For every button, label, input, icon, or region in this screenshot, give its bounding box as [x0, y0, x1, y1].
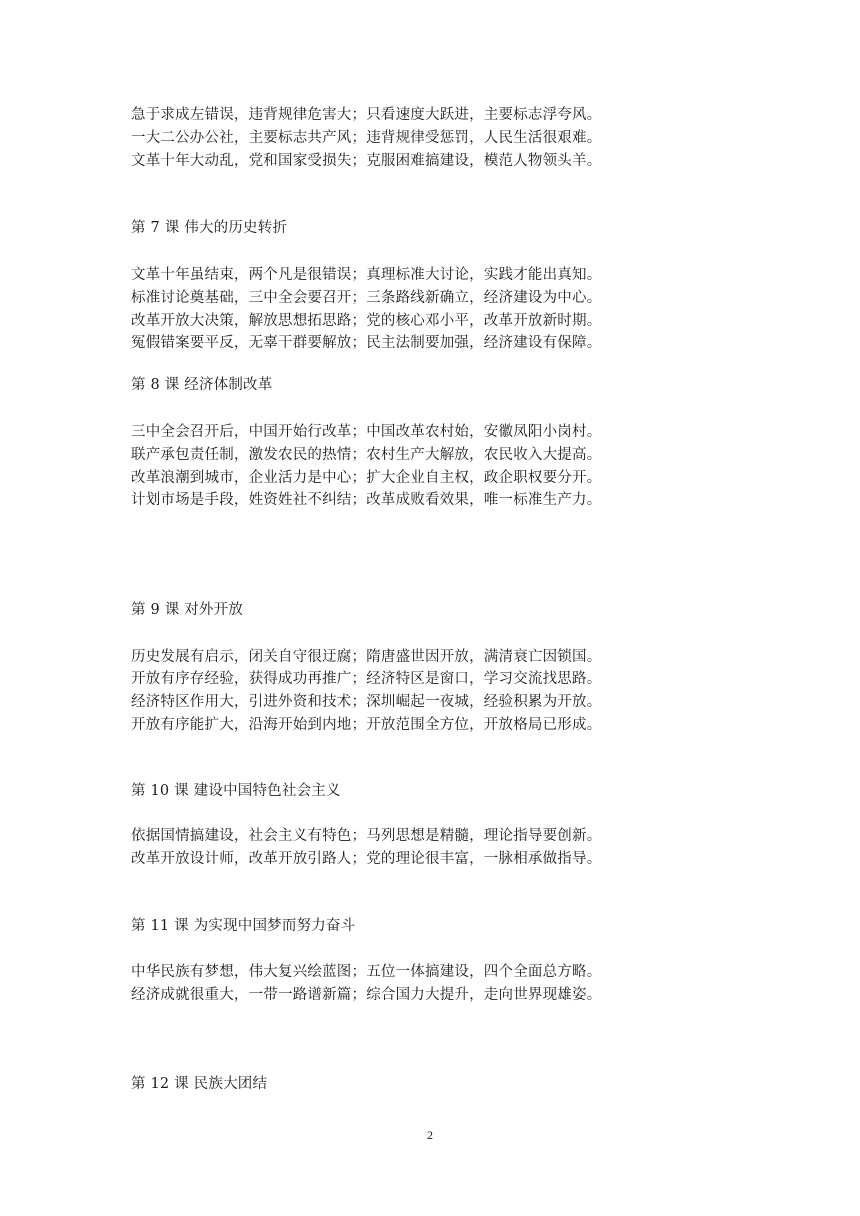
lesson-10-line: 改革开放设计师，改革开放引路人；党的理论很丰富，一脉相承做指导。	[131, 851, 602, 867]
intro-line: 文革十年大动乱，党和国家受损失；克服困难搞建设，模范人物领头羊。	[131, 153, 602, 169]
lesson-11-heading: 第 11 课 为实现中国梦而努力奋斗	[131, 918, 356, 934]
lesson-10-line: 依据国情搞建设，社会主义有特色；马列思想是精髓，理论指导要创新。	[131, 828, 602, 844]
lesson-7-line: 标准讨论奠基础，三中全会要召开；三条路线新确立，经济建设为中心。	[131, 290, 602, 306]
lesson-8-line: 改革浪潮到城市，企业活力是中心；扩大企业自主权，政企职权要分开。	[131, 470, 602, 486]
lesson-9-line: 开放有序能扩大，沿海开始到内地；开放范围全方位，开放格局已形成。	[131, 717, 602, 733]
lesson-12-heading: 第 12 课 民族大团结	[131, 1076, 268, 1092]
lesson-9-line: 历史发展有启示，闭关自守很迂腐；隋唐盛世因开放，满清衰亡因锁国。	[131, 649, 602, 665]
lesson-8-line: 三中全会召开后，中国开始行改革；中国改革农村始，安徽凤阳小岗村。	[131, 424, 602, 440]
lesson-10-heading: 第 10 课 建设中国特色社会主义	[131, 783, 341, 799]
lesson-7-line: 冤假错案要平反，无辜干群要解放；民主法制要加强，经济建设有保障。	[131, 335, 602, 351]
lesson-8-line: 计划市场是手段，姓资姓社不纠结；改革成败看效果，唯一标准生产力。	[131, 492, 602, 508]
lesson-8-heading: 第 8 课 经济体制改革	[131, 377, 273, 393]
lesson-8-line: 联产承包责任制，激发农民的热情；农村生产大解放，农民收入大提高。	[131, 447, 602, 463]
intro-line: 急于求成左错误，违背规律危害大；只看速度大跃进，主要标志浮夸风。	[131, 107, 602, 123]
lesson-9-line: 开放有序存经验，获得成功再推广；经济特区是窗口，学习交流找思路。	[131, 671, 602, 687]
lesson-11-line: 经济成就很重大，一带一路谱新篇；综合国力大提升，走向世界现雄姿。	[131, 987, 602, 1003]
lesson-7-heading: 第 7 课 伟大的历史转折	[131, 220, 288, 236]
lesson-9-line: 经济特区作用大，引进外资和技术；深圳崛起一夜城，经验积累为开放。	[131, 694, 602, 710]
lesson-7-line: 文革十年虽结束，两个凡是很错误；真理标准大讨论，实践才能出真知。	[131, 267, 602, 283]
page-number: 2	[427, 1128, 433, 1142]
lesson-7-line: 改革开放大决策，解放思想拓思路；党的核心邓小平，改革开放新时期。	[131, 313, 602, 329]
intro-line: 一大二公办公社，主要标志共产风；违背规律受惩罚，人民生活很艰难。	[131, 130, 602, 146]
lesson-11-line: 中华民族有梦想，伟大复兴绘蓝图；五位一体搞建设，四个全面总方略。	[131, 964, 602, 980]
lesson-9-heading: 第 9 课 对外开放	[131, 602, 244, 618]
